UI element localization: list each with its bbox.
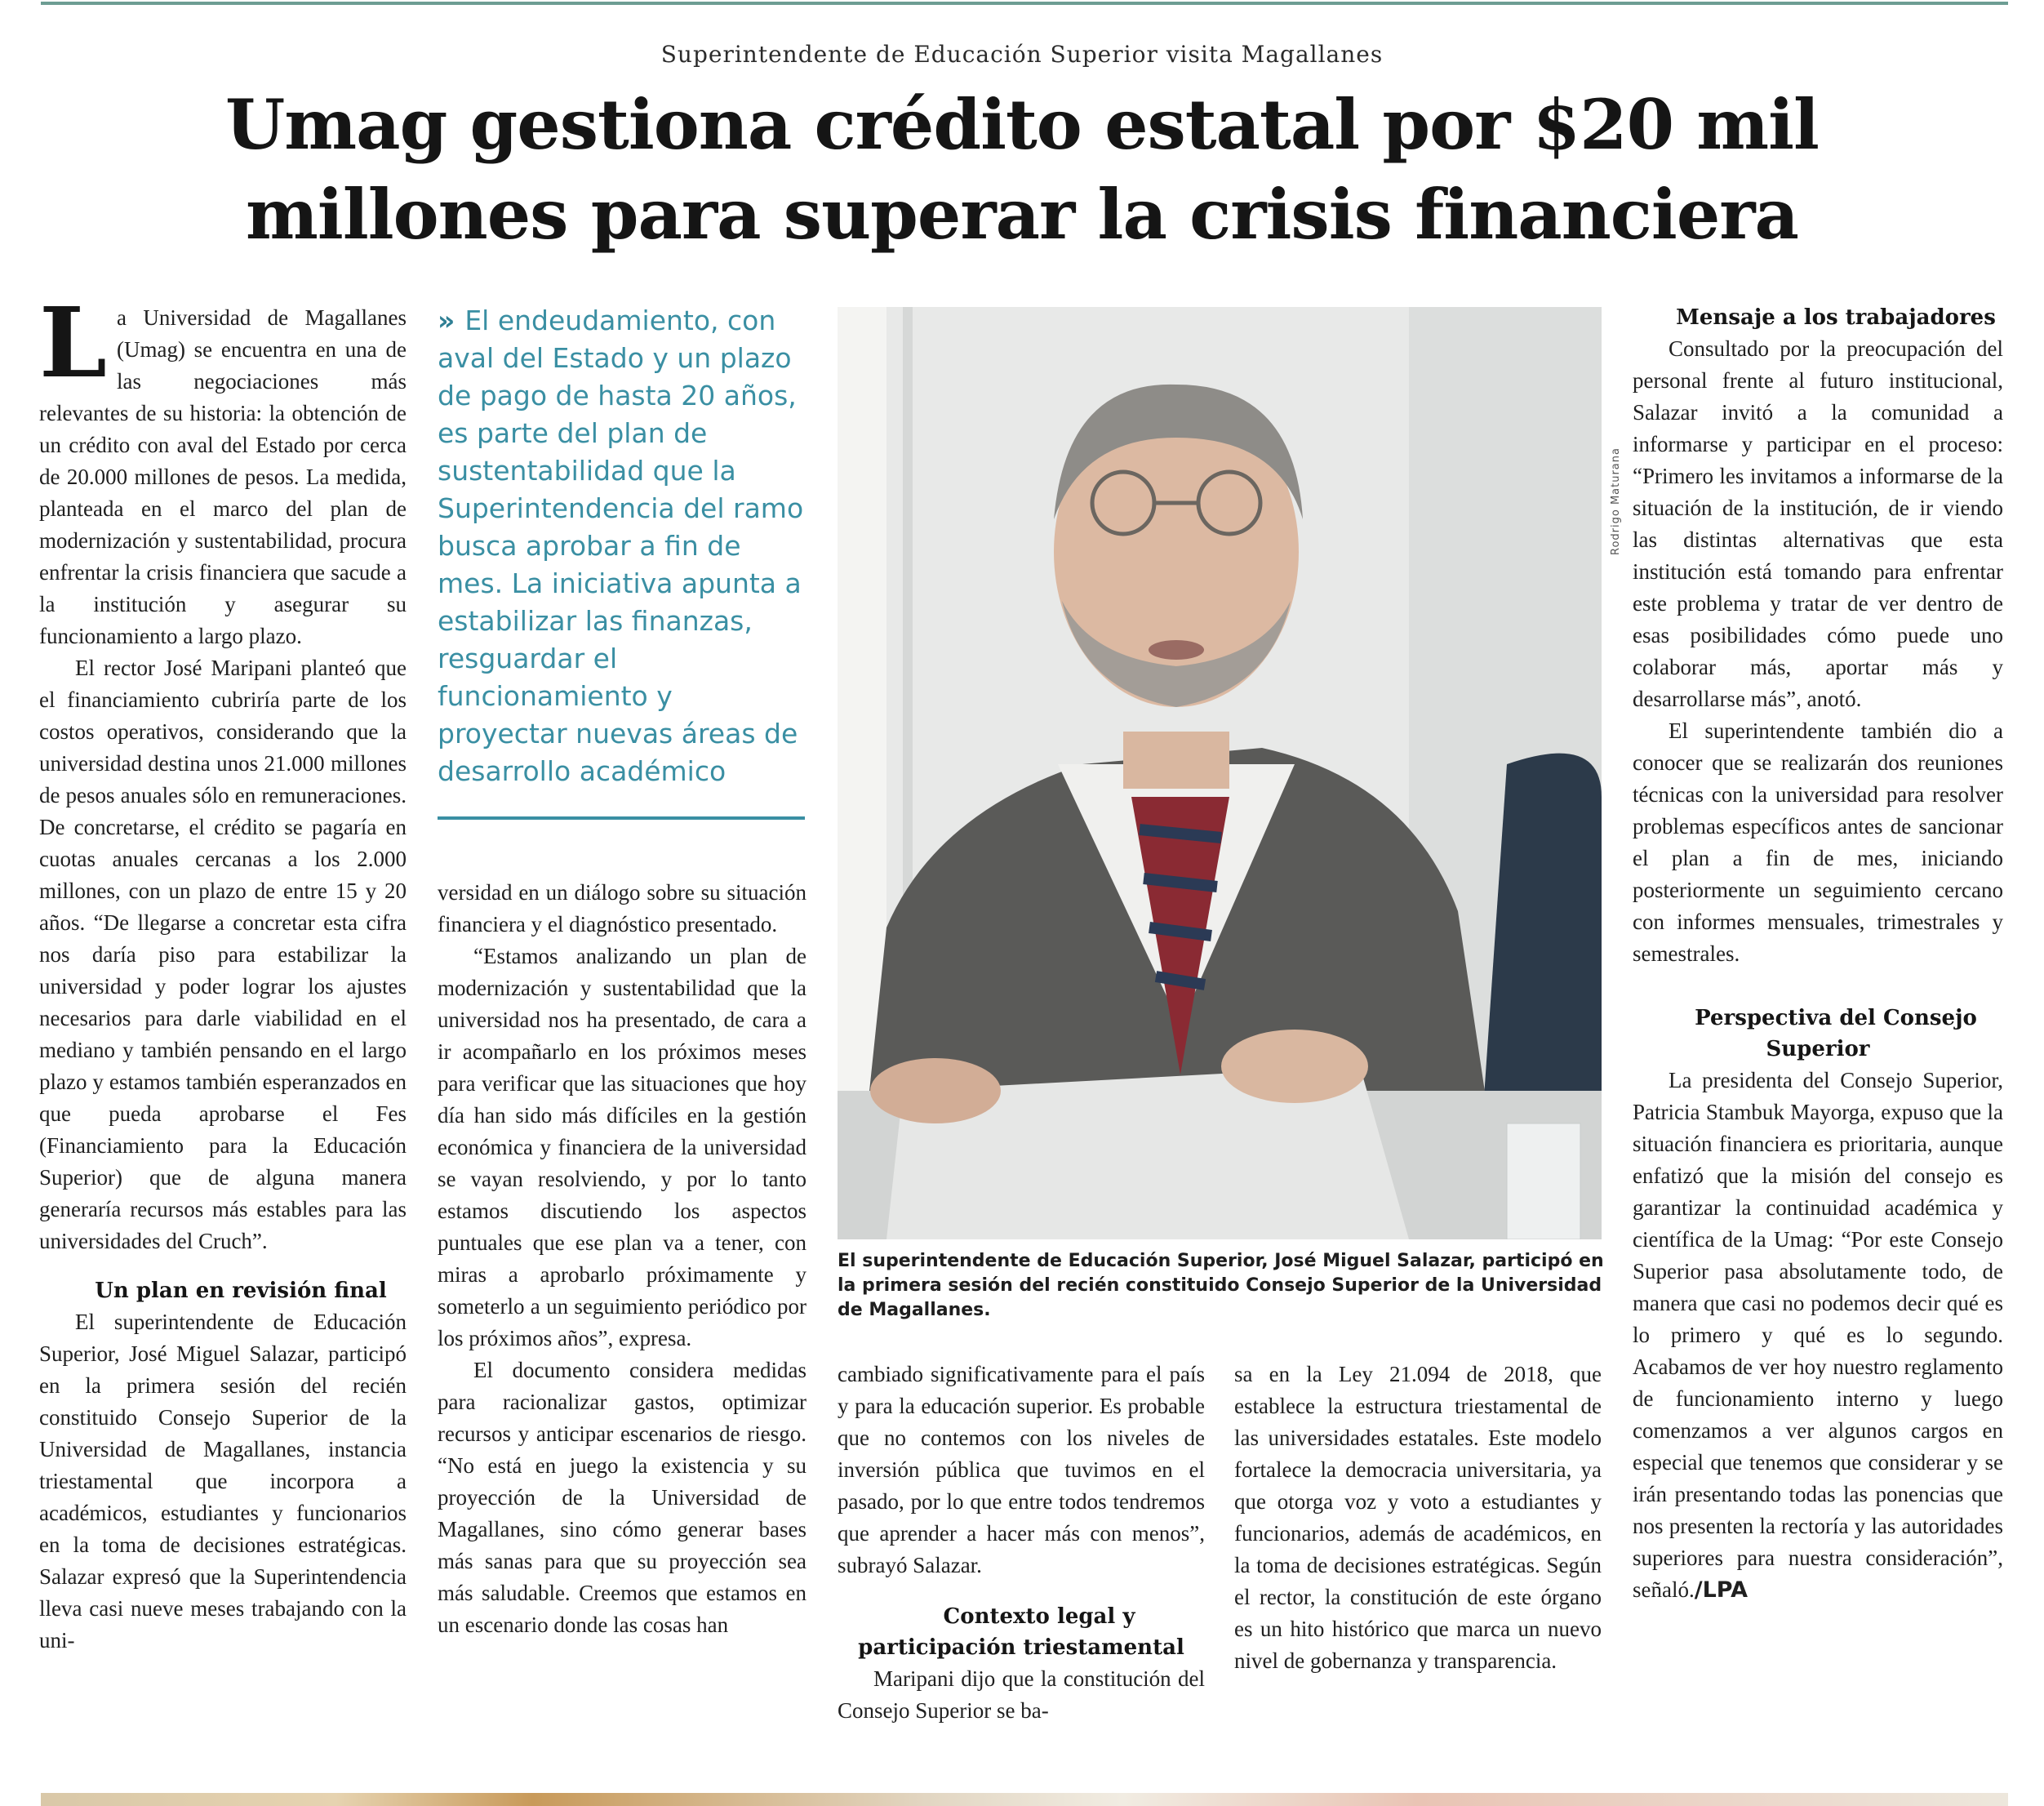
top-rule — [41, 2, 2008, 5]
pull-quote — [438, 302, 805, 790]
next-article-strip — [41, 1793, 2008, 1806]
photo-caption: El superintendente de Educación Superior, José Miguel Salazar, participó en la primera sesión del recién constituido Consejo Superior de la Universidad de Magallanes. — [838, 1251, 1604, 1320]
photo-credit: Rodrigo Maturana — [1610, 447, 1622, 555]
paragraph: El documento considera medidas para racionalizar gastos, optimizar recursos y anticipar escenarios de riesgo. “No está en juego la existencia y su proyección de la Universidad de Magallanes, sino cómo generar bases más sanas para que su proyección sea más saludable. Creemos que estamos en un escenario donde las cosas han — [438, 1358, 806, 1637]
paragraph-text: a Universidad de Magallanes (Umag) se encuentra en una de las negociaciones más relevantes de su historia: la obtención de un crédito con aval del Estado por cerca de 20.000 millones de pesos. La medida, planteada en el marco del plan de modernización y sustentabilidad, procura enfrentar la crisis financiera que sacude a la institución y asegurar su funcionamiento a largo plazo. — [39, 305, 407, 648]
subhead-mensaje-trabajadores: Mensaje a los trabajadores — [1676, 305, 1996, 330]
article-column-1 — [39, 286, 407, 1657]
paragraph: El superintendente también dio a conocer que se realizarán dos reuniones técnicas con la universidad para resolver problemas específicos antes de sancionar el plan a fin de mes, iniciando posteriormente un seguimiento cercano con informes mensuales, trimestrales y semestrales. — [1633, 718, 2003, 966]
author-signature: /LPA — [1694, 1577, 1749, 1603]
article-column-5 — [1633, 302, 2003, 1606]
paragraph: El rector José Maripani planteó que el financiamiento cubriría parte de los costos operativos, considerando que la universidad destina unos 21.000 millones de pesos anuales sólo en remuneraciones. De concretarse, el crédito se pagaría en cuotas anuales cercanas a los 2.000 millones, con un plazo de entre 15 y 20 años. “De llegarse a concretar esta cifra nos daría piso para estabilizar la universidad y poder lograr los ajustes necesarios para darle viabilidad en el mediano y también pensando en el largo plazo y estamos también esperanzados en que pueda aprobarse el Fes (Financiamiento para la Educación Superior) que de alguna manera generaría recursos más estables para las universidades del Cruch”. — [39, 656, 407, 1253]
subhead-perspectiva-consejo: Perspectiva del Consejo Superior — [1695, 1006, 1977, 1061]
photo-illustration — [838, 307, 1602, 1239]
dropcap: L — [39, 286, 107, 399]
article-column-4 — [1234, 1359, 1602, 1677]
paragraph — [1633, 1065, 2003, 1606]
paragraph: Maripani dijo que la constitución del Consejo Superior se ba- — [838, 1666, 1205, 1723]
subhead-plan-revision: Un plan en revisión final — [95, 1279, 387, 1303]
paragraph: versidad en un diálogo sobre su situación financiera y el diagnóstico presentado. — [438, 880, 806, 936]
headline: Umag gestiona crédito estatal por $20 mil millones para superar la crisis financiera — [225, 84, 1819, 255]
pull-quote-text: El endeudamiento, con aval del Estado y un plazo de pago de hasta 20 años, es parte del plan de sustentabilidad que la Superintendencia del ramo busca aprobar a fin de mes. La iniciativa apunta a estabilizar las finanzas, resguardar el funcionamiento y proyectar nuevas áreas de desarrollo académico — [438, 305, 804, 787]
paragraph-text: La presidenta del Consejo Superior, Patricia Stambuk Mayorga, expuso que la situación financiera es prioritaria, aunque enfatizó que la misión del consejo es garantizar la continuidad académica y científica de la Umag: “Por este Consejo Superior pasa absolutamente todo, de manera que casi no podemos decir qué es lo primero y qué es lo segundo. Acabamos de ver hoy nuestro reglamento de funcionamiento interno y luego comenzamos a ver algunos cargos en especial que tenemos que considerar y se irán presentando todas las ponencias que nos presenten la rectoría y las autoridades superiores para nuestra consideración”, señaló. — [1633, 1068, 2003, 1602]
kicker: Superintendente de Educación Superior visita Magallanes — [660, 41, 1384, 68]
paragraph: “Estamos analizando un plan de modernización y sustentabilidad que la universidad nos ha presentado, de cara a ir acompañarlo en los próximos meses para verificar que las situaciones que hoy día han sido más difíciles en la gestión económica y financiera de la universidad se vayan resolviendo, y por lo tanto estamos discutiendo los aspectos puntuales que ese plan va a tener, con miras a aprobarlo próximamente y someterlo a un seguimiento periódico por los próximos años”, expresa. — [438, 944, 806, 1350]
chevron-right-icon: » — [438, 305, 455, 336]
paragraph — [39, 286, 407, 652]
paragraph: El superintendente de Educación Superior, José Miguel Salazar, participó en la primera sesión del recién constituido Consejo Superior de la Universidad de Magallanes, instancia triestamental que incorpora a académicos, estudiantes y funcionarios en la toma de decisiones estratégicas. Salazar expresó que la Superintendencia lleva casi nueve meses trabajando con la uni- — [39, 1310, 407, 1653]
paragraph: sa en la Ley 21.094 de 2018, que establece la estructura triestamental de las universidades estatales. Este modelo fortalece la democracia universitaria, ya que otorga voz y voto a estudiantes y funcionarios, además de académicos, en la toma de decisiones estratégicas. Según el rector, la constitución de este órgano es un hito histórico que marca un nuevo nivel de gobernanza y transparencia. — [1234, 1362, 1602, 1673]
paragraph: Consultado por la preocupación del personal frente al futuro institucional, Salazar invitó a la comunidad a informarse y participar en el proceso: “Primero les invitamos a informarse de la situación de la institución, de ir viendo las distintas alternativas que esta institución está tomando para enfrentar este problema y tratar de ver dentro de esas posibilidades cómo puede uno colaborar más, aportar más y desarrollarse más”, anotó. — [1633, 336, 2003, 711]
pull-quote-rule — [438, 816, 805, 820]
photo-superintendent — [838, 307, 1602, 1239]
paragraph: cambiado significativamente para el país y para la educación superior. Es probable que no contemos con los niveles de inversión pública que tuvimos en el pasado, por lo que entre todos tendremos que aprender a hacer más con menos”, subrayó Salazar. — [838, 1362, 1205, 1577]
article-column-2 — [438, 877, 806, 1641]
subhead-contexto-legal: Contexto legal y participación triestamental — [858, 1604, 1184, 1660]
article-column-3 — [838, 1359, 1205, 1727]
